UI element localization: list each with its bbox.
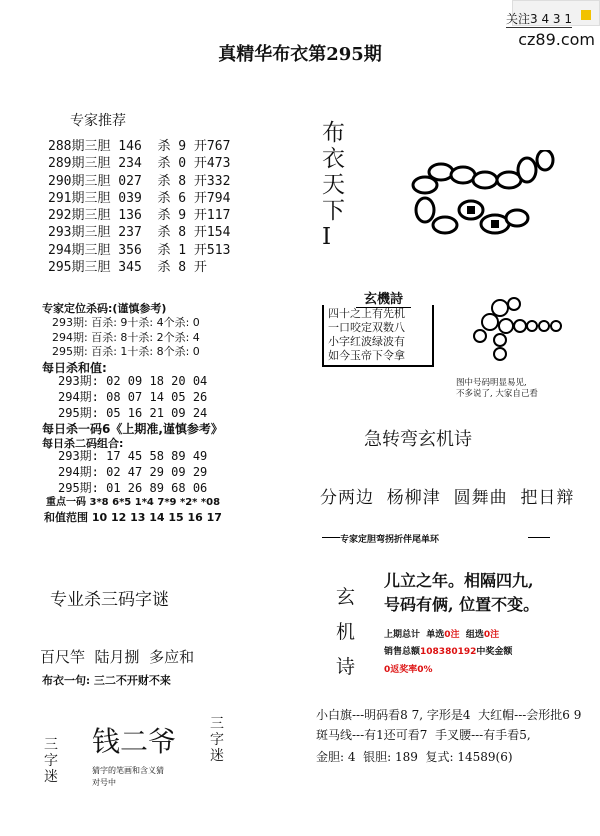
last-period-stats (384, 627, 499, 640)
top-note: 关注3 4 3 1 (506, 12, 572, 26)
daily-kill-two-row: 295期: 01 26 89 68 06 (58, 481, 208, 495)
expert-row: 295期三胆 345 杀 8 开 (48, 260, 207, 276)
clue-line: 金胆: 4 银胆: 189 复式: 14589(6) (316, 750, 513, 764)
key-number-line: 重点一码 3*8 6*5 1*4 7*9 *2* *08 (46, 497, 221, 508)
stats-label: 中奖金额 (476, 647, 513, 657)
qian-er-ye-title: 钱二爷 (92, 725, 177, 758)
poem-line: 一口咬定双数八 (328, 321, 405, 334)
riddle-title: 专业杀三码字谜 (50, 590, 169, 610)
expert-list (48, 138, 230, 276)
brain-teaser-title: 急转弯玄机诗 (364, 429, 472, 450)
poem-line: 小字红波绿波有 (328, 335, 405, 348)
clue-line: 小白旗---明码看8 7, 字形是4 大红帽---会形批6 9 (316, 708, 582, 722)
expert-row: 294期三胆 356 杀 1 开513 (48, 242, 231, 258)
poem-line: 如今玉帝下令拿 (328, 349, 405, 362)
stats-value: 0注 (444, 630, 460, 640)
stats-label: 销售总额 (384, 647, 421, 657)
four-phrases: 分两边 杨柳津 圆舞曲 把日辩 (320, 488, 575, 508)
poem-line-main: 号码有俩, 位置不变。 (384, 595, 540, 614)
expert-row: 290期三胆 027 杀 8 开332 (48, 173, 231, 189)
poem-box (322, 305, 434, 367)
stats-value: 0% (417, 665, 433, 675)
position-kill-row: 295期: 百杀: 1十杀: 8个杀: 0 (52, 345, 200, 358)
page-title: 真精华布衣第295期 (218, 44, 382, 65)
daily-kill-two-row: 293期: 17 45 58 89 49 (58, 449, 208, 463)
daily-sum-row: 293期: 02 09 18 20 04 (58, 374, 208, 388)
expert-row: 291期三胆 039 杀 6 开794 (48, 190, 231, 206)
riddle-line: 布衣一句: 三二不开财不来 (42, 674, 171, 687)
daily-kill-one-title: 每日杀一码6《上期准,谨慎参考》 (42, 422, 223, 436)
expert-row: 292期三胆 136 杀 9 开117 (48, 208, 231, 224)
daily-sum-row: 294期: 08 07 14 05 26 (58, 390, 208, 404)
divider-right (528, 537, 550, 538)
daily-sum-list (58, 373, 207, 421)
stats-value: 108380192 (420, 647, 477, 657)
daily-sum-title: 每日杀和值: (42, 361, 107, 375)
fold-section-title: 专家定胆弯拐折伴尾单环 (340, 535, 440, 545)
coins-cross-illustration (460, 296, 570, 366)
position-kill-title: 专家定位杀码:(谨慎参考) (42, 302, 167, 315)
sum-range-line: 和值范围 10 12 13 14 15 16 17 (44, 511, 222, 524)
daily-sum-row: 295期: 05 16 21 09 24 (58, 406, 208, 420)
expert-title: 专家推荐 (70, 113, 126, 129)
position-kill-row: 294期: 百杀: 8十杀: 2个杀: 4 (52, 330, 200, 344)
stats-label: 0返奖率 (384, 665, 418, 675)
logo-square-icon (581, 10, 591, 20)
beads-puzzle-illustration (405, 150, 555, 240)
qian-note: 猜字的笔画和含义猜 (92, 766, 164, 775)
three-char-riddle-left: 三字迷 (44, 737, 58, 785)
poem-line: 四十之上有先机 (328, 307, 405, 320)
stats-label: 上期总计 单选 (384, 630, 445, 640)
watermark-text: cz89.com (518, 30, 595, 49)
expert-row: 293期三胆 237 杀 8 开154 (48, 225, 231, 241)
daily-kill-two-row: 294期: 02 47 29 09 29 (58, 465, 208, 479)
poem-note: 图中号码明显易见, (456, 378, 527, 388)
daily-kill-two-list (58, 448, 207, 496)
sales-stats (384, 644, 512, 657)
position-kill-list (52, 316, 200, 360)
riddle-words: 百尺竿 陆月捌 多应和 (40, 648, 195, 666)
stats-value: 0注 (483, 630, 500, 640)
three-char-riddle-right: 三字迷 (210, 716, 224, 764)
position-kill-row: 293期: 百杀: 9十杀: 4个杀: 0 (52, 316, 200, 329)
poem-line-main: 儿立之年。相隔四九, (384, 571, 534, 590)
xuan-ji-shi-vertical: 玄机诗 (336, 586, 356, 678)
poem-title: 玄機詩 (356, 288, 411, 308)
daily-kill-two-title: 每日杀二码组合: (42, 437, 124, 450)
stats-label: 组选 (459, 630, 484, 640)
return-rate-stats (384, 662, 433, 675)
buyi-vertical-title: 布衣天下I (322, 120, 345, 250)
qian-note: 对号中 (92, 778, 116, 787)
expert-row: 288期三胆 146 杀 9 开767 (48, 139, 231, 154)
divider-left (322, 537, 340, 538)
clue-line: 斑马线---有1还可看7 手叉腰---有手看5, (316, 728, 531, 742)
poem-note: 不多说了, 大家自己看 (456, 389, 538, 399)
expert-row: 289期三胆 234 杀 0 开473 (48, 156, 231, 172)
